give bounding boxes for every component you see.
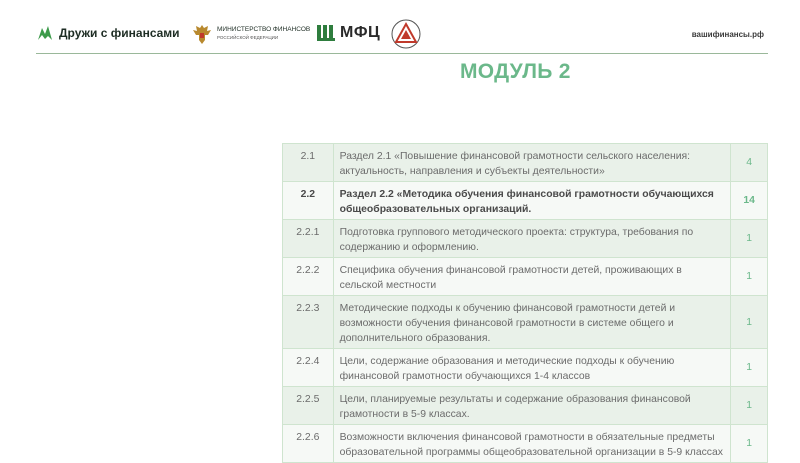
toc-row-pages: 1 [731, 258, 768, 296]
header-divider [36, 53, 768, 54]
toc-table [282, 143, 768, 463]
toc-row [283, 425, 768, 463]
toc-row-number: 2.2.5 [283, 387, 334, 425]
toc-row-title: Раздел 2.2 «Методика обучения финансовой грамотности обучающихся общеобразовательных организаций. [333, 182, 731, 220]
toc-row-title: Подготовка группового методического проекта: структура, требования по содержанию и оформлению. [333, 220, 731, 258]
logo-druzhi-text: Дружи с финансами [59, 26, 180, 40]
toc-row-pages: 1 [731, 349, 768, 387]
toc-row-number: 2.2 [283, 182, 334, 220]
logo-druzhi-s-finansami[interactable] [36, 24, 180, 42]
header [0, 0, 800, 55]
toc-row-title: Возможности включения финансовой грамотности в обязательные предметы образовательной программы общеобразовательной организации в 5-9 классах [333, 425, 731, 463]
toc-row-pages: 1 [731, 425, 768, 463]
toc-row-pages: 14 [731, 182, 768, 220]
toc-row-title: Раздел 2.1 «Повышение финансовой грамотности сельского населения: актуальность, направления и субъекты деятельности» [333, 144, 731, 182]
logo-mfc[interactable] [316, 22, 380, 44]
toc-row-title: Специфика обучения финансовой грамотности детей, проживающих в сельской местности [333, 258, 731, 296]
toc-row-pages: 1 [731, 387, 768, 425]
toc-row-title: Методические подходы к обучению финансовой грамотности детей и возможности обучения финансовой грамотности в системе общего и дополнительного образования. [333, 296, 731, 349]
double-headed-eagle-icon [191, 22, 213, 46]
toc-row-number: 2.2.1 [283, 220, 334, 258]
toc-row [283, 144, 768, 182]
toc-row-title: Цели, содержание образования и методические подходы к обучению финансовой грамотности обучающихся 1-4 классов [333, 349, 731, 387]
toc-row-title: Цели, планируемые результаты и содержание образования финансовой грамотности в 5-9 классах. [333, 387, 731, 425]
toc-row [283, 387, 768, 425]
triangle-emblem-icon[interactable] [390, 18, 422, 50]
site-url-link[interactable]: вашифинансы.рф [691, 30, 764, 39]
toc-row-number: 2.1 [283, 144, 334, 182]
logo-minfin[interactable] [191, 22, 310, 46]
toc-row-pages: 4 [731, 144, 768, 182]
toc-row-number: 2.2.4 [283, 349, 334, 387]
module-title: МОДУЛЬ 2 [460, 60, 571, 83]
mfc-bars-icon [316, 22, 338, 44]
toc-row [283, 258, 768, 296]
logo-mfc-text: МФЦ [340, 24, 381, 41]
toc-row [283, 296, 768, 349]
logo-minfin-line2: РОССИЙСКОЙ ФЕДЕРАЦИИ [217, 35, 279, 40]
green-leaf-icon [36, 24, 54, 42]
toc-row-pages: 1 [731, 220, 768, 258]
toc-row [283, 182, 768, 220]
logo-minfin-line1: МИНИСТЕРСТВО ФИНАНСОВ [217, 26, 311, 33]
toc-row-number: 2.2.3 [283, 296, 334, 349]
toc-row-number: 2.2.6 [283, 425, 334, 463]
toc-row-number: 2.2.2 [283, 258, 334, 296]
toc-row [283, 349, 768, 387]
toc-row-pages: 1 [731, 296, 768, 349]
toc-row [283, 220, 768, 258]
